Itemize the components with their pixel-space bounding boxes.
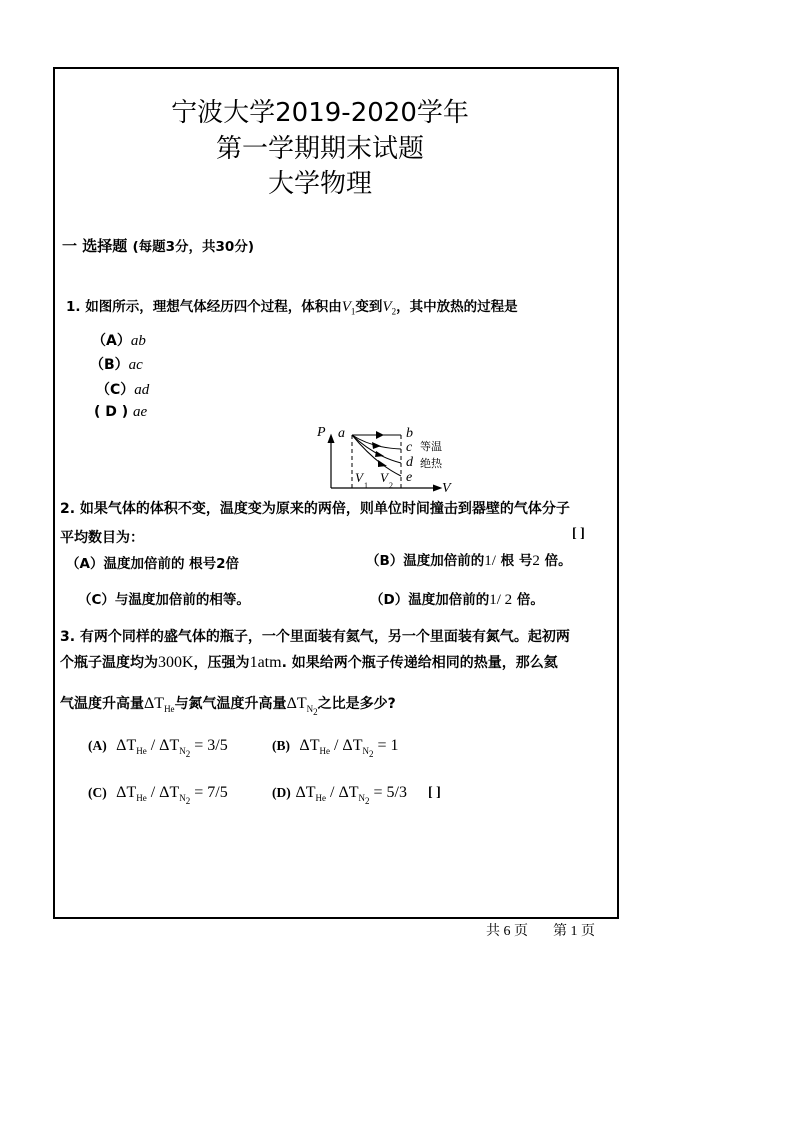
option-text: （B）温度加倍前的 — [366, 553, 485, 569]
question-3-line-1: 3. 有两个同样的盛气体的瓶子，一个里面装有氦气，另一个里面装有氮气。起初两 — [60, 629, 570, 645]
delta-t: ΔT — [342, 737, 363, 754]
option-label: （A） — [92, 333, 131, 349]
arrowheads — [372, 431, 387, 467]
he-sub: He — [136, 746, 147, 757]
pv-diagram — [300, 420, 460, 500]
q2-answer-bracket[interactable]: [ ] — [572, 526, 585, 541]
question-1 — [66, 295, 518, 317]
two-sub: 2 — [313, 706, 318, 717]
two-sub: 2 — [368, 748, 374, 759]
label-p: P — [317, 425, 326, 440]
q1-option-a[interactable] — [92, 330, 146, 350]
two-sub: 2 — [365, 795, 370, 806]
delta-t: ΔT — [159, 784, 180, 801]
q3-option-d[interactable] — [272, 784, 407, 806]
he-sub: He — [319, 746, 330, 757]
q1-v1: V — [341, 299, 351, 315]
q3-option-c[interactable] — [88, 784, 228, 806]
option-value: ae — [133, 404, 148, 420]
label-isothermal: 等温 — [420, 440, 442, 453]
delta-t: ΔT — [116, 784, 137, 801]
option-value: ac — [128, 357, 143, 373]
q1-prefix: 1. 如图所示，理想气体经历四个过程，体积由 — [66, 299, 342, 315]
text: 气温度升高量 — [60, 696, 144, 712]
option-text: 倍。 — [539, 553, 572, 569]
q3-option-a[interactable] — [88, 737, 228, 759]
label-c: c — [406, 440, 413, 455]
two-sub: 2 — [185, 795, 191, 806]
q1-v1-sub: 1 — [350, 306, 356, 317]
question-2-line-1: 2. 如果气体的体积不变，温度变为原来的两倍，则单位时间撞击到器壁的气体分子 — [60, 501, 570, 517]
he-sub: He — [136, 793, 147, 804]
option-label: (C) — [88, 785, 107, 800]
option-value: ad — [134, 382, 150, 398]
option-label: (D) — [272, 785, 291, 800]
n-sub: N — [179, 793, 186, 804]
he-sub: He — [164, 704, 175, 715]
slash: / — [326, 784, 339, 801]
text: . 如果给两个瓶子传递给相同的热量，那么氦 — [281, 655, 558, 671]
slash: / — [146, 784, 160, 801]
slash: / — [329, 737, 343, 754]
label-b: b — [406, 426, 413, 441]
title-line-2: 第一学期期末试题 — [215, 134, 424, 164]
delta-t: ΔT — [338, 784, 359, 801]
n-sub: N — [179, 746, 186, 757]
label-v1-sub: 1 — [364, 481, 368, 490]
option-label: (B) — [272, 738, 290, 753]
label-d: d — [406, 455, 413, 470]
delta-t: ΔT — [286, 695, 307, 712]
q1-mid: 变到 — [355, 299, 383, 315]
two-sub: 2 — [185, 748, 191, 759]
q1-option-b[interactable] — [90, 354, 143, 374]
delta-t: ΔT — [144, 695, 165, 712]
q3-answer-bracket[interactable]: [ ] — [428, 785, 441, 800]
label-e: e — [406, 470, 413, 485]
section-note: (每题3分，共30分) — [132, 239, 254, 255]
text: 与氮气温度升高量 — [174, 696, 287, 712]
q3-option-b[interactable] — [272, 737, 399, 759]
option-label: （C） — [96, 382, 135, 398]
question-3-line-3 — [60, 693, 396, 717]
option-number: 1/ — [484, 553, 496, 569]
n-sub: N — [362, 746, 369, 757]
option-value: = 1 — [377, 737, 399, 754]
footer-page-number: 第 1 页 — [553, 924, 595, 939]
option-label: （B） — [90, 357, 129, 373]
text: 之比是多少? — [317, 696, 396, 712]
option-text: 根 号 — [495, 553, 533, 569]
q2-option-c[interactable]: （C）与温度加倍前的相等。 — [78, 592, 250, 608]
q2-option-d[interactable] — [370, 588, 544, 609]
q2-option-a[interactable]: （A）温度加倍前的 根号2倍 — [66, 556, 240, 572]
q1-option-d[interactable] — [94, 404, 147, 421]
title-line-3: 大学物理 — [267, 169, 372, 199]
label-adiabatic: 绝热 — [420, 457, 442, 470]
label-v2-sub: 2 — [389, 481, 393, 490]
label-v: V — [442, 481, 451, 496]
option-text: 倍。 — [512, 592, 544, 608]
option-number: 1/ 2 — [489, 592, 513, 608]
text: 个瓶子温度均为 — [60, 655, 158, 671]
option-number: 2 — [532, 553, 540, 569]
text: ，压强为 — [193, 655, 250, 671]
title-line-1: 宁波大学2019-2020学年 — [171, 98, 469, 128]
delta-t: ΔT — [299, 737, 320, 754]
option-text: （D）温度加倍前的 — [370, 592, 490, 608]
slash: / — [146, 737, 160, 754]
option-value: = 3/5 — [194, 737, 228, 754]
q1-suffix: ，其中放热的过程是 — [396, 299, 518, 315]
section-title: 一 选择题 — [62, 237, 128, 255]
delta-t: ΔT — [295, 784, 316, 801]
option-value: = 7/5 — [194, 784, 228, 801]
option-label: (A) — [88, 738, 107, 753]
q1-v2: V — [382, 299, 392, 315]
question-3-line-2 — [60, 652, 558, 672]
label-v2: V — [380, 470, 388, 485]
pressure: 1atm — [249, 654, 282, 671]
option-value: = 5/3 — [373, 784, 407, 801]
footer-total-pages: 共 6 页 — [486, 924, 528, 939]
he-sub: He — [315, 793, 327, 804]
delta-t: ΔT — [159, 737, 180, 754]
question-2-line-2: 平均数目为： — [60, 530, 144, 546]
q1-option-c[interactable] — [96, 379, 149, 399]
option-label: ( D ) — [94, 404, 129, 420]
section-heading — [62, 235, 254, 256]
label-a: a — [338, 426, 345, 441]
n-sub: N — [306, 704, 314, 715]
temperature: 300K — [158, 654, 194, 671]
option-value: ab — [130, 333, 146, 349]
q2-option-b[interactable] — [366, 549, 572, 570]
q1-v2-sub: 2 — [391, 306, 397, 317]
delta-t: ΔT — [116, 737, 137, 754]
n-sub: N — [358, 793, 366, 804]
label-v1: V — [355, 470, 363, 485]
